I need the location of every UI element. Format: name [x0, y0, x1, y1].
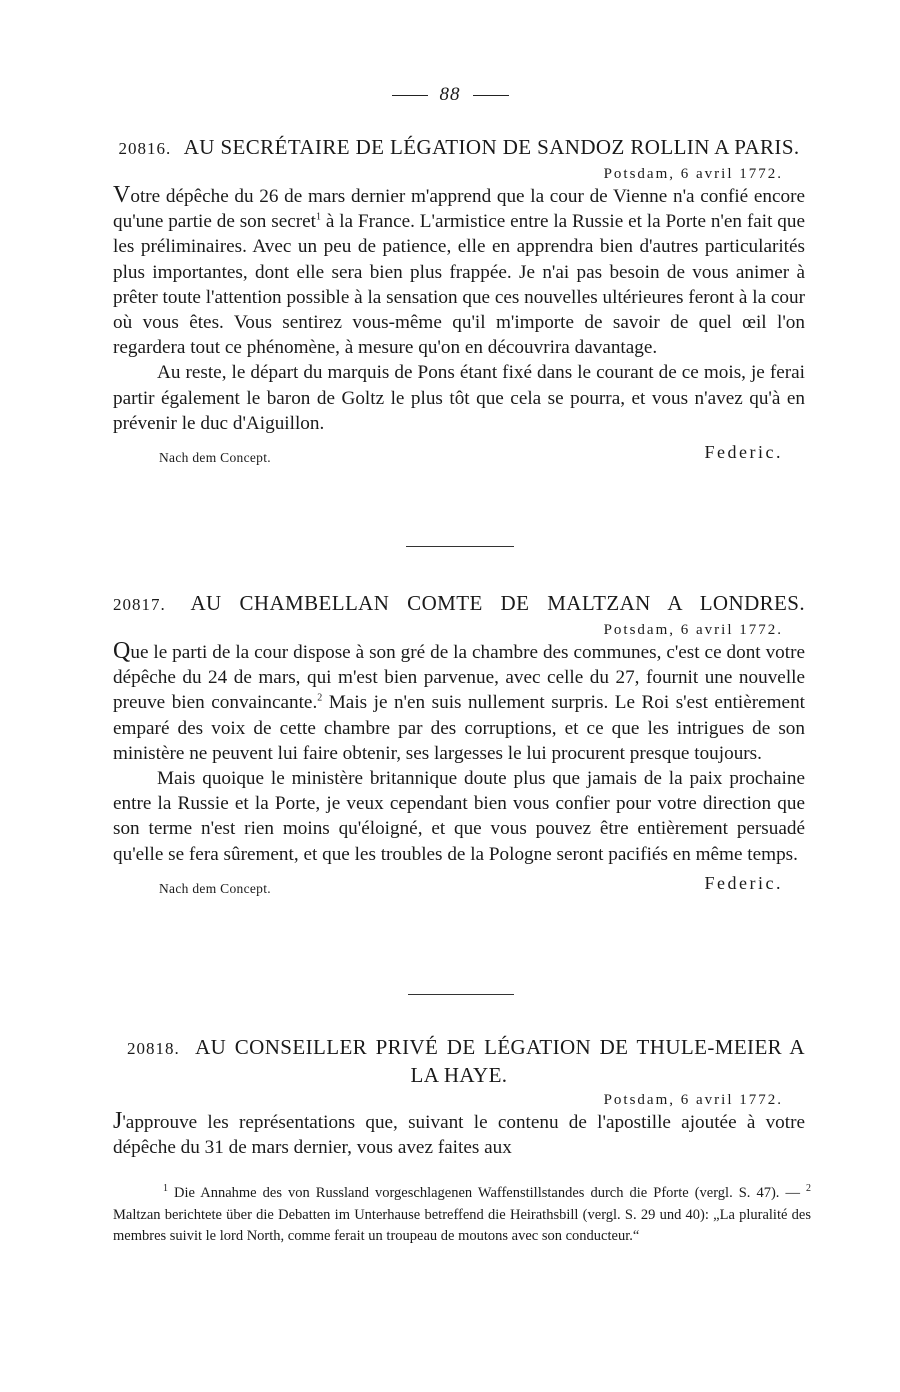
- footnotes: [113, 1183, 811, 1248]
- drop-cap: Q: [113, 638, 131, 664]
- paragraph: Mais quoique le ministère britannique doute plus que jamais de la paix prochaine entre la Russie et la Porte, je veux cependant bien vous confier pour votre direction que son terme n'est rien moins qu'éloigné, et que vous pouvez être entièrement persuadé qu'elle se fera sûrement, et que les troubles de la Pologne seront pacifiés en même temps.: [113, 768, 805, 865]
- letter-20818: [113, 1034, 805, 1160]
- separator-rule: [408, 994, 514, 995]
- dateline: Potsdam, 6 avril 1772.: [603, 622, 783, 638]
- letter-addressee: AU CONSEILLER PRIVÉ DE LÉGATION DE THULE-MEIER A LA HAYE.: [195, 1035, 805, 1087]
- footnote-ref: 1: [315, 211, 321, 223]
- footnote-mark: 1: [163, 1183, 168, 1195]
- letter-number: 20818.: [127, 1039, 180, 1058]
- letter-closing: [113, 871, 805, 901]
- footnote-ref: 2: [317, 693, 323, 705]
- drop-cap: V: [113, 182, 131, 208]
- dateline: Potsdam, 6 avril 1772.: [603, 166, 783, 182]
- letter-heading: [113, 1034, 805, 1088]
- letter-closing: [113, 440, 805, 470]
- footnote-text: Maltzan berichtete über die Debatten im Unterhause betreffend die Heirathsbill (vergl. S. 29 und 40): „La pluralité des membres suivit le lord North, comme ferait un troupeau de moutons avec son conducteur.“: [113, 1206, 811, 1244]
- page-number-dash-right: [473, 95, 509, 96]
- letter-addressee: AU SECRÉTAIRE DE LÉGATION DE SANDOZ ROLLIN A PARIS.: [183, 135, 800, 159]
- dateline: Potsdam, 6 avril 1772.: [603, 1092, 783, 1108]
- letter-20816: [113, 134, 805, 470]
- footnote-text: Die Annahme des von Russland vorgeschlagenen Waffenstillstandes durch die Pforte (vergl. S. 47). —: [174, 1185, 800, 1201]
- paragraph: Que le parti de la cour dispose à son gré de la chambre des communes, c'est ce dont votre dépêche du 24 de mars, qui m'est bien parvenue, avec celle du 27, fournit une nouvelle preuve bien convaincante.$^2$ Mais je n'en suis nullement surpris. Le Roi s'est entièrement emparé des voix de cette chambre par des corruptions, et ce que les intrigues de son ministère ne peuvent lui faire obtenir, ses largesses le lui procurent presque toujours.: [113, 638, 805, 764]
- letter-addressee: AU CHAMBELLAN COMTE DE MALTZAN A LONDRES.: [190, 591, 805, 615]
- letter-number: 20816.: [118, 139, 172, 158]
- concept-note: Nach dem Concept.: [159, 450, 271, 466]
- drop-cap: J: [113, 1108, 123, 1134]
- footnote-block: [113, 1183, 811, 1248]
- paragraph: Votre dépêche du 26 de mars dernier m'apprend que la cour de Vienne n'a confié encore qu'une partie de son secret$^1$ à la France. L'armistice entre la Russie et la Porte n'en fait que les préliminaires. Avec un peu de patience, elle en apprendra bien d'autres particularités plus importantes, dont elle sera bien plus frappée. Je n'ai pas besoin de vous animer à prêter toute l'attention possible à la sensation que ces nouvelles ultérieures feront à la cour où vous êtes. Vous sentirez vous-même qu'il m'importe de savoir de quel œil l'on regardera tout ce phénomène, à mesure qu'on en découvrira davantage.: [113, 182, 805, 359]
- letter-heading: [113, 134, 805, 162]
- concept-note: Nach dem Concept.: [159, 880, 271, 896]
- page-number: 88: [0, 84, 900, 106]
- letter-heading: [113, 590, 805, 618]
- letter-number: 20817.: [113, 595, 166, 614]
- paragraph: Au reste, le départ du marquis de Pons étant fixé dans le courant de ce mois, je ferai partir également le baron de Goltz le plus tôt que cela se pourra, et vous n'avez qu'à en prévenir le duc d'Aiguillon.: [113, 362, 805, 434]
- page-number-dash-left: [392, 95, 428, 96]
- letter-20817: [113, 590, 805, 901]
- signature: Federic.: [704, 872, 783, 893]
- paragraph: J'approuve les représentations que, suivant le contenu de l'apostille ajoutée à votre dépêche du 31 de mars dernier, vous avez faites aux: [113, 1108, 805, 1159]
- separator-rule: [406, 546, 514, 547]
- footnote-mark: 2: [806, 1183, 812, 1195]
- signature: Federic.: [704, 442, 783, 463]
